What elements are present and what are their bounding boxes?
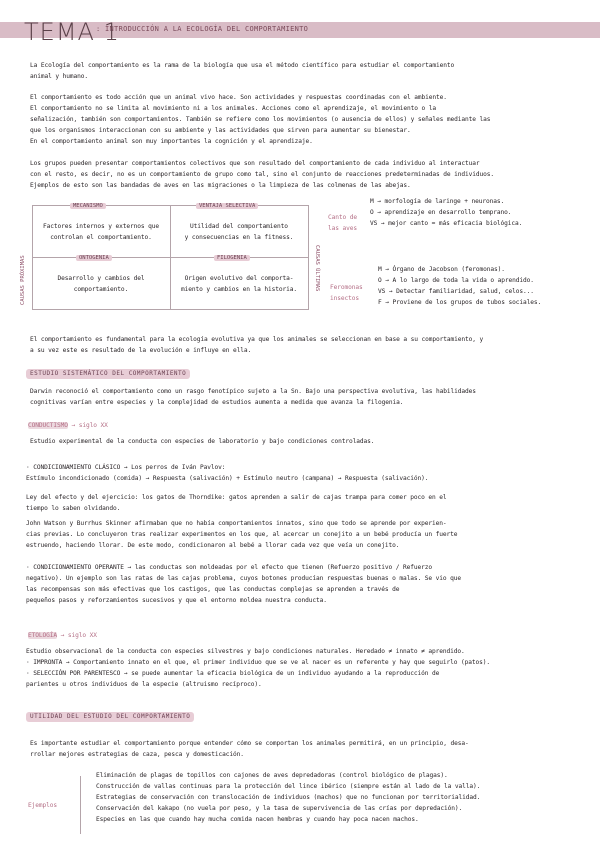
selective-advantage-text: Utilidad del comportamiento y consecuencias en la fitness. bbox=[184, 223, 294, 241]
watson-paragraph: John Watson y Burrhus Skinner afirmaban que no había comportamientos innatos, sino que todo se aprende por experien- cias previas. Lo concluyeron tras realizar experimentos en los que, al acercar un conejito a un bebé producía un fuerte estruendo, haciendo llorar. De este modo, condicionaron al bebé a llorar cada vez que veía un conejito. bbox=[26, 520, 458, 549]
mechanism-title: MECANISMO bbox=[70, 203, 106, 209]
conductismo-heading: CONDUCTISMO → siglo XX bbox=[28, 422, 108, 429]
phylogeny-title: FILOGENIA bbox=[214, 255, 250, 261]
operant-conditioning: · CONDICIONAMIENTO OPERANTE → las conductas son moldeadas por el efecto que tienen (Refuerzo positivo / Refuerzo negativo). Un ejemplo son las ratas de las cajas problema, cuyos botones producían respuestas buenas o malas. Se vio que las recompensas son más efectivas que los castigos, que las conductas complejas se aprenden a través de pequeños pasos y reforzamientos sucesivos y que el entorno moldea nuestra conducta. bbox=[26, 564, 462, 604]
tinbergen-diagram bbox=[20, 203, 320, 315]
ontogeny-title: ONTOGENIA bbox=[76, 255, 112, 261]
phylogeny-text: Origen evolutivo del comporta- miento y cambios en la historia. bbox=[180, 275, 297, 293]
birdsong-list: M → morfología de laringe + neuronas. O → aprendizaje en desarrollo temprano. VS → mejor canto = más eficacia biológica. bbox=[370, 198, 523, 227]
etologia-paragraph: Estudio observacional de la conducta con especies silvestres y bajo condiciones naturales. Heredado ≠ innato ≠ aprendido. · IMPRONTA → Comportamiento innato en el que, el primer individuo que se ve al nacer es un referente y hay que seguirlo (patos). · SELECCIÓN POR PARENTESCO → se puede aumentar la eficacia biológica de un individuo ayudando a la reproducción de parientes u otros individuos de la especie (altruismo recíproco). bbox=[26, 648, 491, 688]
pheromones-label: Feromonas insectos bbox=[330, 284, 363, 302]
ontogeny-text: Desarrollo y cambios del comportamiento. bbox=[57, 275, 145, 293]
evolution-paragraph: El comportamiento es fundamental para la ecología evolutiva ya que los animales se seleccionan en base a su comportamiento, y a su vez este es resultado de la evolución e influye en ella. bbox=[30, 336, 484, 354]
examples-label: Ejemplos bbox=[28, 802, 58, 809]
intro-paragraph: La Ecología del comportamiento es la rama de la biología que usa el método científico para estudiar el comportamiento animal y humano. bbox=[30, 62, 455, 80]
thorndike-paragraph: Ley del efecto y del ejercicio: los gatos de Thorndike: gatos aprenden a salir de cajas trampa para comer poco en el tiempo lo saben olvidando. bbox=[26, 494, 447, 512]
collective-paragraph: Los grupos pueden presentar comportamientos colectivos que son resultado del comportamiento de cada individuo al interactuar con el resto, es decir, no es un comportamiento de grupo como tal, sino el conjunto de reacciones predeterminadas de individuos. Ejemplos de esto son las bandadas de aves en las migraciones o la limpieza de las colmenas de las abejas. bbox=[30, 160, 495, 189]
page-title: TEMA 1 bbox=[24, 18, 120, 46]
darwin-paragraph: Darwin reconoció el comportamiento como un rasgo fenotípico sujeto a la Sn. Bajo una perspectiva evolutiva, las habilidades cognitivas varían entre especies y la complejidad de estudios aumenta a medida que avanza la filogenia. bbox=[30, 388, 476, 406]
proximate-causes-label: CAUSAS PRÓXIMAS bbox=[20, 255, 26, 305]
page-subtitle: : INTRODUCCIÓN A LA ECOLOGÍA DEL COMPORTAMIENTO bbox=[96, 25, 309, 33]
utility-paragraph: Es importante estudiar el comportamiento porque entender cómo se comportan los animales permitirá, en un principio, desa- rrollar mejores estrategias de caza, pesca y domesticación. bbox=[30, 740, 469, 758]
section-systematic-study: ESTUDIO SISTEMÁTICO DEL COMPORTAMIENTO bbox=[26, 369, 190, 379]
classical-conditioning: · CONDICIONAMIENTO CLÁSICO → Los perros de Iván Pavlov: Estímulo incondicionado (comida) → Respuesta (salivación) + Estímulo neutro (campana) → Respuesta (salivación). bbox=[26, 464, 429, 482]
birdsong-label: Canto de las aves bbox=[328, 214, 358, 232]
etologia-heading: ETOLOGÍA → siglo XX bbox=[28, 632, 97, 639]
selective-advantage-title: VENTAJA SELECTIVA bbox=[196, 203, 258, 209]
conductismo-paragraph: Estudio experimental de la conducta con especies de laboratorio y bajo condiciones controladas. bbox=[30, 438, 375, 445]
mechanism-text: Factores internos y externos que controlan el comportamiento. bbox=[42, 223, 159, 241]
examples-bracket bbox=[80, 776, 81, 834]
ultimate-causes-label: CAUSAS ÚLTIMAS bbox=[314, 245, 320, 292]
section-utility: UTILIDAD DEL ESTUDIO DEL COMPORTAMIENTO bbox=[26, 712, 194, 722]
pheromones-list: M → Órgano de Jacobson (feromonas). O → A lo largo de toda la vida o aprendido. VS → Detectar familiaridad, salud, celos... F → Proviene de los grupos de tubos sociales. bbox=[378, 266, 542, 306]
examples-list: Eliminación de plagas de topillos con cajones de aves depredadoras (control biológico de plagas). Construcción de vallas continuas para la protección del lince ibérico (siempre están al lado de la valla). Estrategias de conservación con translocación de individuos (machos) que no funcionan por territorialidad. Conservación del kakapo (no vuela por peso, y la tasa de supervivencia de las crías por depredación). Especies en las que cuando hay mucha comida nacen hembras y cuando hay poca nacen machos. bbox=[96, 772, 481, 823]
definition-paragraph: El comportamiento es todo acción que un animal vivo hace. Son actividades y respuestas coordinadas con el ambiente. El comportamiento no se limita al movimiento ni a los animales. Acciones como el aprendizaje, el movimiento o la señalización, también son comportamientos. También se refiere como los movimientos (o ausencia de ellos) y señales mediante las que los organismos interaccionan con su ambiente y las actividades que sirven para aumentar su bienestar. En el comportamiento animal son muy importantes la cognición y el aprendizaje. bbox=[30, 94, 491, 145]
